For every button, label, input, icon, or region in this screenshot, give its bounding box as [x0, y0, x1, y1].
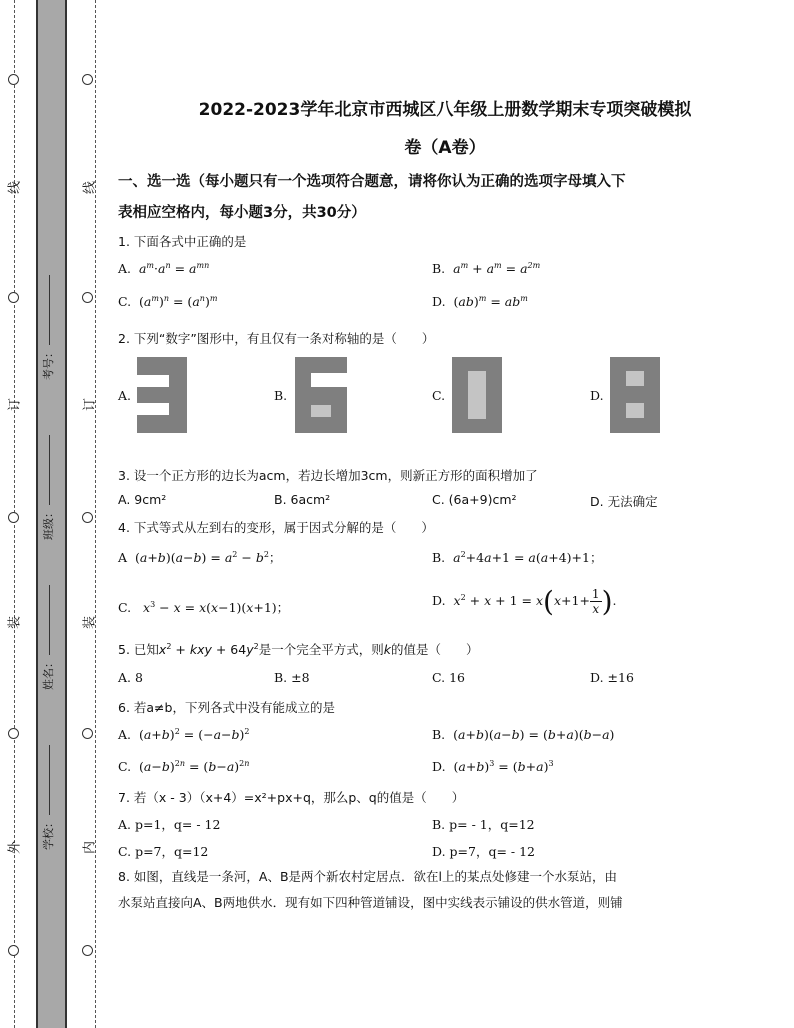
- q5-option-d: D. ±16: [590, 670, 634, 685]
- binding-hole: [8, 74, 19, 85]
- question-6-stem: 6. 若a≠b，下列各式中没有能成立的是: [118, 700, 335, 715]
- question-2-stem: 2. 下列“数字”图形中，有且仅有一条对称轴的是（ ）: [118, 331, 435, 346]
- q4-option-c: C. $x^3 - x = x(x-1)(x+1)$；: [118, 599, 290, 615]
- question-1-stem: 1. 下面各式中正确的是: [118, 234, 247, 249]
- right-dashed-line: [95, 0, 96, 1028]
- q2-label-a: A.: [118, 388, 132, 403]
- q5-option-b: B. ±8: [274, 670, 310, 685]
- binding-hole: [82, 74, 93, 85]
- margin-char-left: 订: [7, 398, 23, 412]
- q1-option-d: D. $(ab)^m = ab^m$: [432, 294, 528, 310]
- section-heading: 一、选一选（每小题只有一个选项符合题意，请将你认为正确的选项字母填入下: [118, 174, 626, 190]
- q3-option-a: A. 9cm²: [118, 492, 167, 507]
- digit-8-figure: [610, 357, 660, 433]
- binding-hole: [82, 512, 93, 523]
- margin-char-right: 线: [82, 181, 98, 195]
- q3-option-d: D. 无法确定: [590, 494, 658, 509]
- q2-label-d: D.: [590, 388, 604, 403]
- digit-0-figure: [452, 357, 502, 433]
- q7-option-c: C. p=7，q=12: [118, 844, 209, 859]
- margin-char-left: 外: [7, 841, 23, 855]
- q4-option-d: D. $x^2 + x + 1 = x(x+1+$ $\frac{1}{x}$ ).: [432, 585, 617, 618]
- question-4-stem: 4. 下式等式从左到右的变形，属于因式分解的是（ ）: [118, 520, 434, 535]
- question-8-line1: 8. 如图，直线是一条河，A、B是两个新农村定居点．欲在l上的某点处修建一个水泵站，由: [118, 869, 618, 884]
- binding-hole: [82, 945, 93, 956]
- margin-char-left: 线: [7, 181, 23, 195]
- q1-option-a: A. $a^m\cdot a^n = a^{mn}$: [118, 261, 210, 277]
- q7-option-a: A. p=1，q= - 12: [118, 817, 221, 832]
- binding-hole: [8, 292, 19, 303]
- question-7-stem: 7. 若（x - 3）（x+4）=x²+px+q，那么p、q的值是（ ）: [118, 790, 465, 805]
- question-3-stem: 3. 设一个正方形的边长为acm，若边长增加3cm，则新正方形的面积增加了: [118, 468, 538, 483]
- section-heading-line2: 表相应空格内，每小题3分，共30分）: [118, 205, 366, 221]
- binding-hole: [8, 945, 19, 956]
- margin-char-right: 装: [82, 616, 98, 630]
- margin-char-right: 内: [82, 841, 98, 855]
- q7-option-b: B. p= - 1，q=12: [432, 817, 535, 832]
- q1-option-c: C. $(a^m)^n = (a^n)^m$: [118, 294, 218, 310]
- field-exam-number: 考号：: [40, 275, 56, 380]
- binding-hole: [8, 512, 19, 523]
- field-school: 学校：: [40, 745, 56, 850]
- q6-option-c: C. $(a-b)^{2n} = (b-a)^{2n}$: [118, 759, 250, 775]
- margin-char-right: 订: [82, 398, 98, 412]
- binding-hole: [8, 728, 19, 739]
- question-5-stem: 5. 已知$x^2$ + kxy + $64y^2$是一个完全平方式，则k的值是（ ）: [118, 641, 479, 657]
- binding-hole: [82, 292, 93, 303]
- q2-label-c: C.: [432, 388, 446, 403]
- field-name: 姓名：: [40, 585, 56, 690]
- page-title: 2022-2023学年北京市西城区八年级上册数学期末专项突破模拟: [198, 100, 692, 120]
- page-title-line2: 卷（A卷）: [404, 138, 486, 158]
- q6-option-b: B. (a+b)(a−b) = (b+a)(b−a): [432, 727, 615, 742]
- field-class: 班级：: [40, 435, 56, 540]
- binding-hole: [82, 728, 93, 739]
- q3-option-c: C. (6a+9)cm²: [432, 492, 517, 507]
- question-8-line2: 水泵站直接向A、B两地供水．现有如下四种管道铺设，图中实线表示铺设的供水管道，则铺: [118, 895, 623, 910]
- q5-option-c: C. 16: [432, 670, 465, 685]
- q6-option-a: A. $(a+b)^2 = (-a-b)^2$: [118, 727, 250, 743]
- q4-option-a: A $(a+b)(a-b) = a^2 - b^2$；: [118, 549, 282, 565]
- q3-option-b: B. 6acm²: [274, 492, 331, 507]
- q6-option-d: D. $(a+b)^3 = (b+a)^3$: [432, 759, 554, 775]
- q5-option-a: A. 8: [118, 670, 143, 685]
- margin-char-left: 装: [7, 616, 23, 630]
- digit-6-figure: [295, 357, 347, 433]
- q2-label-b: B.: [274, 388, 288, 403]
- q4-option-b: B. $a^2+4a+1 = a(a+4)+1$；: [432, 549, 603, 565]
- digit-3-figure: [137, 357, 187, 433]
- q7-option-d: D. p=7，q= - 12: [432, 844, 536, 859]
- q1-option-b: B. $a^m + a^m = a^{2m}$: [432, 261, 541, 277]
